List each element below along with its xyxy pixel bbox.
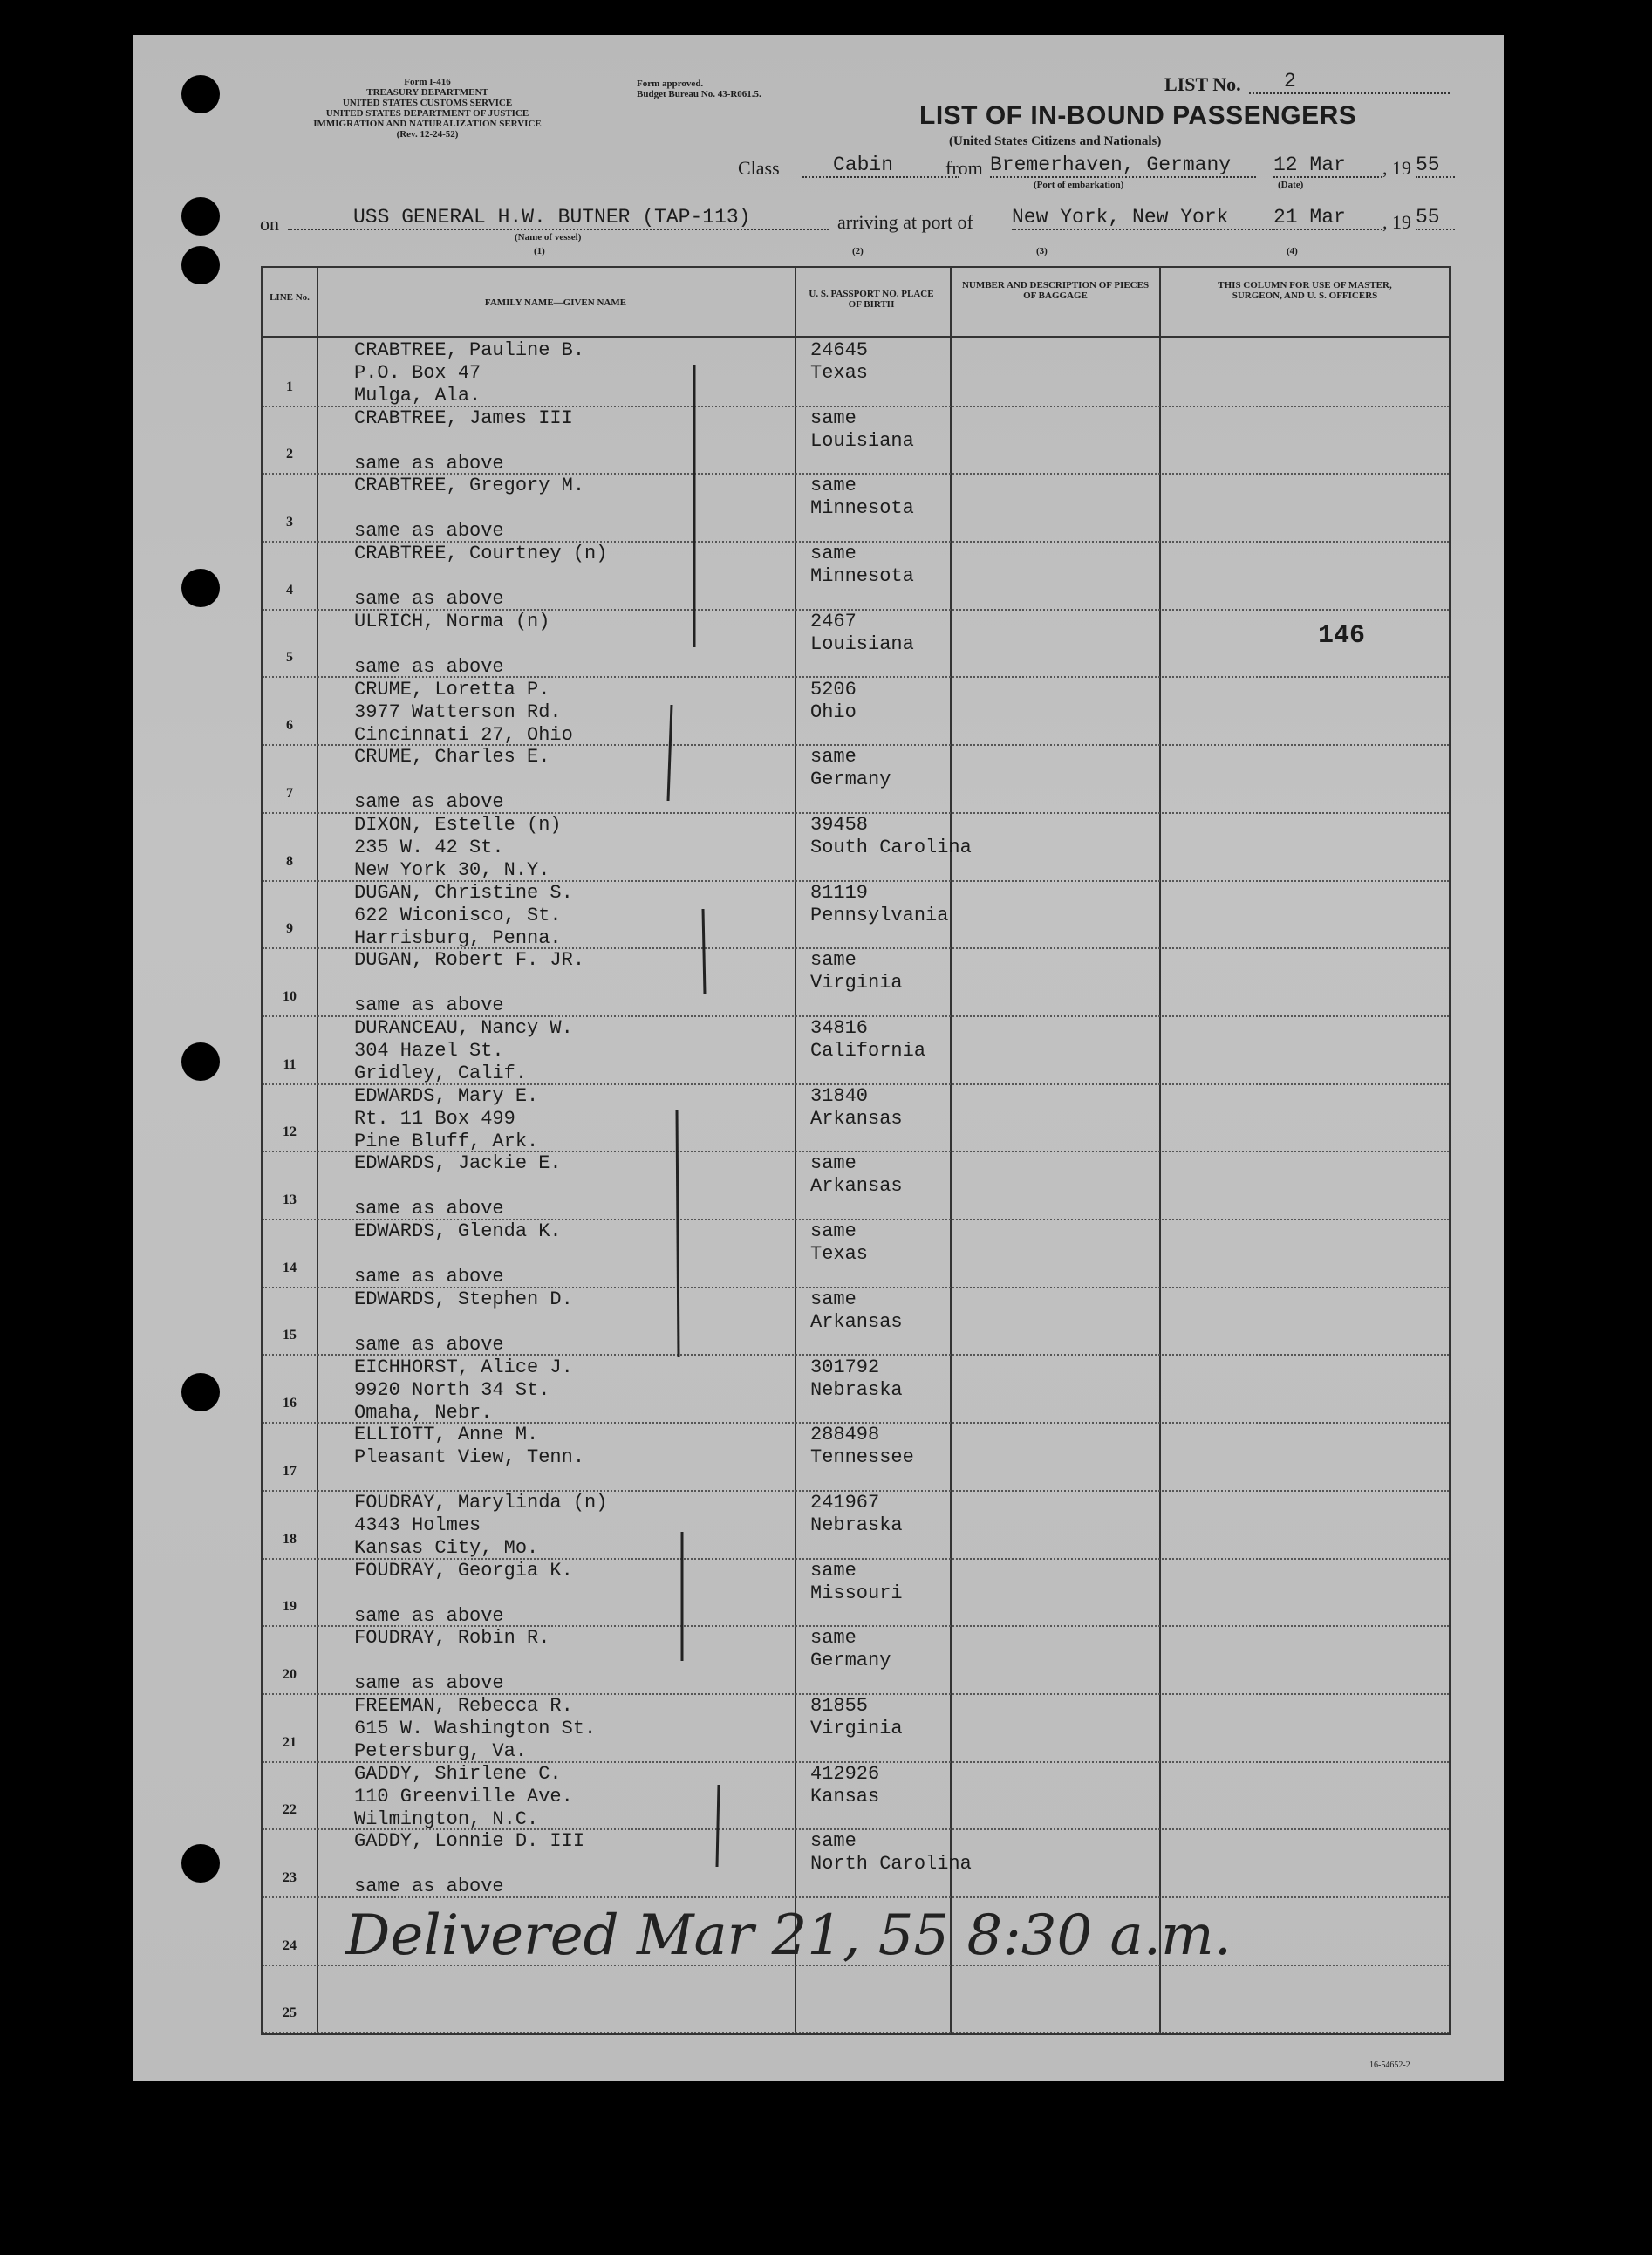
passport-number: 2467 — [810, 610, 857, 632]
line-number: 24 — [283, 1937, 297, 1953]
line-number: 13 — [283, 1192, 297, 1208]
place-of-birth: South Carolina — [810, 836, 972, 858]
form-revision: (Rev. 12-24-52) — [396, 129, 459, 140]
list-number-label: LIST No. — [1164, 73, 1241, 95]
line-number: 25 — [283, 2006, 297, 2021]
place-of-birth: Missouri — [810, 1582, 903, 1604]
passport-number: same — [810, 1627, 857, 1650]
list-number: 2 — [1249, 70, 1450, 94]
passport-number: same — [810, 1220, 857, 1243]
passenger-name: DUGAN, Robert F. JR. same as above — [354, 949, 585, 1017]
passport-number: 288498 — [810, 1424, 880, 1446]
place-of-birth: Ohio — [810, 700, 857, 723]
arrival-port: New York, New York — [1012, 206, 1273, 230]
line-number: 10 — [283, 988, 297, 1004]
arrival-year: 55 — [1416, 206, 1455, 230]
passenger-name: CRUME, Loretta P. 3977 Watterson Rd. Cincinnati 27, Ohio — [354, 678, 573, 746]
passport-number: same — [810, 1152, 857, 1175]
bracket-mark — [677, 1110, 679, 1357]
place-of-birth: Texas — [810, 362, 869, 384]
year-prefix: , 19 — [1382, 157, 1411, 179]
passenger-name: CRABTREE, Pauline B. P.O. Box 47 Mulga, Ala. — [354, 339, 585, 407]
embarkation-port: Bremerhaven, Germany — [990, 154, 1256, 178]
place-of-birth: California — [810, 1040, 926, 1062]
line-number: 11 — [283, 1056, 297, 1072]
passport-number: same — [810, 746, 857, 769]
place-of-birth: Pennsylvania — [810, 904, 949, 926]
passenger-name: FOUDRAY, Marylinda (n) 4343 Holmes Kansas City, Mo. — [354, 1491, 608, 1559]
place-of-birth: North Carolina — [810, 1853, 972, 1876]
customs-service: UNITED STATES CUSTOMS SERVICE — [342, 98, 513, 108]
place-of-birth: Arkansas — [810, 1107, 903, 1130]
embarkation-caption: (Port of embarkation) — [1034, 180, 1124, 190]
passenger-name: FREEMAN, Rebecca R. 615 W. Washington St. Petersburg, Va. — [354, 1695, 597, 1762]
line-number: 5 — [286, 650, 293, 666]
passport-number: same — [810, 475, 857, 497]
class-value: Cabin — [802, 154, 959, 178]
passport-number: 34816 — [810, 1017, 869, 1039]
line-number: 3 — [286, 515, 293, 530]
passport-number: same — [810, 407, 857, 429]
bracket-mark — [703, 909, 705, 994]
place-of-birth: Arkansas — [810, 1175, 903, 1198]
line-number: 23 — [283, 1870, 297, 1886]
place-of-birth: Minnesota — [810, 565, 914, 588]
line-number: 8 — [286, 853, 293, 869]
form-number: Form I-416 — [404, 77, 451, 87]
column-header-baggage: NUMBER AND DESCRIPTION OF PIECES OF BAGGAGE — [961, 280, 1150, 301]
passenger-name: EDWARDS, Glenda K. same as above — [354, 1220, 562, 1288]
passenger-name: GADDY, Lonnie D. III same as above — [354, 1830, 585, 1898]
passenger-name: ELLIOTT, Anne M. Pleasant View, Tenn. — [354, 1424, 585, 1469]
place-of-birth: Minnesota — [810, 497, 914, 520]
line-number: 15 — [283, 1328, 297, 1343]
passenger-name: CRABTREE, Gregory M. same as above — [354, 475, 585, 543]
line-number: 6 — [286, 718, 293, 734]
passenger-name: CRABTREE, James III same as above — [354, 407, 573, 475]
line-number: 21 — [283, 1734, 297, 1750]
column-header-name: FAMILY NAME—GIVEN NAME — [484, 297, 627, 308]
place-of-birth: Louisiana — [810, 632, 914, 655]
passport-number: same — [810, 543, 857, 565]
budget-bureau: Budget Bureau No. 43-R061.5. — [637, 89, 761, 99]
passenger-name: DIXON, Estelle (n) 235 W. 42 St. New York 30, N.Y. — [354, 813, 562, 881]
place-of-birth: Tennessee — [810, 1446, 914, 1469]
passenger-name: DUGAN, Christine S. 622 Wiconisco, St. Harrisburg, Penna. — [354, 881, 573, 949]
form-approved: Form approved. — [637, 79, 704, 89]
passport-number: same — [810, 1288, 857, 1310]
column-marker: (4) — [1287, 246, 1298, 256]
passport-number: 412926 — [810, 1762, 880, 1785]
passport-number: same — [810, 949, 857, 972]
line-number: 22 — [283, 1802, 297, 1818]
line-number: 20 — [283, 1666, 297, 1682]
column-marker: (3) — [1036, 246, 1048, 256]
place-of-birth: Germany — [810, 1650, 891, 1672]
place-of-birth: Louisiana — [810, 429, 914, 452]
passenger-name: DURANCEAU, Nancy W. 304 Hazel St. Gridley, Calif. — [354, 1017, 573, 1084]
passport-number: 241967 — [810, 1491, 880, 1514]
justice-department: UNITED STATES DEPARTMENT OF JUSTICE — [325, 108, 529, 119]
column-marker: (1) — [534, 246, 545, 256]
year-prefix: , 19 — [1382, 211, 1411, 233]
place-of-birth: Texas — [810, 1243, 869, 1266]
line-number: 14 — [283, 1260, 297, 1275]
place-of-birth: Virginia — [810, 972, 903, 994]
passenger-name: EDWARDS, Jackie E. same as above — [354, 1152, 562, 1220]
passenger-name: FOUDRAY, Robin R. same as above — [354, 1627, 550, 1695]
passenger-name: ULRICH, Norma (n) same as above — [354, 610, 550, 678]
bracket-mark — [717, 1785, 719, 1867]
from-label: from — [945, 157, 983, 179]
place-of-birth: Germany — [810, 769, 891, 791]
page-title: LIST OF IN-BOUND PASSENGERS — [919, 101, 1357, 130]
date-caption: (Date) — [1278, 180, 1304, 190]
officer-note: 146 — [1318, 621, 1366, 651]
place-of-birth: Nebraska — [810, 1378, 903, 1401]
passport-number: 31840 — [810, 1084, 869, 1107]
line-number: 7 — [286, 785, 293, 801]
place-of-birth: Arkansas — [810, 1310, 903, 1333]
treasury-department: TREASURY DEPARTMENT — [366, 87, 488, 98]
place-of-birth: Kansas — [810, 1785, 880, 1807]
passport-number: 24645 — [810, 339, 869, 361]
handwritten-delivery-note: Delivered Mar 21, 55 8:30 a.m. — [345, 1903, 1232, 1968]
passport-number: same — [810, 1559, 857, 1582]
passenger-name: CRUME, Charles E. same as above — [354, 746, 550, 814]
passenger-name: FOUDRAY, Georgia K. same as above — [354, 1559, 573, 1627]
vessel-caption: (Name of vessel) — [515, 232, 582, 243]
passenger-name: EICHHORST, Alice J. 9920 North 34 St. Omaha, Nebr. — [354, 1356, 573, 1424]
place-of-birth: Nebraska — [810, 1514, 903, 1536]
embarkation-date: 12 Mar — [1273, 154, 1382, 178]
class-label: Class — [738, 157, 780, 179]
arrival-date: 21 Mar — [1273, 206, 1382, 230]
line-number: 9 — [286, 921, 293, 937]
column-header-line: LINE No. — [270, 292, 310, 303]
passenger-name: EDWARDS, Mary E. Rt. 11 Box 499 Pine Bluff, Ark. — [354, 1084, 539, 1152]
line-number: 2 — [286, 447, 293, 462]
passport-number: 301792 — [810, 1356, 880, 1378]
footer-print-code: 16-54652-2 — [1369, 2060, 1410, 2070]
ins-service: IMMIGRATION AND NATURALIZATION SERVICE — [313, 119, 542, 129]
line-number: 18 — [283, 1531, 297, 1547]
vessel-name: USS GENERAL H.W. BUTNER (TAP-113) — [288, 206, 829, 230]
column-header-officers: THIS COLUMN FOR USE OF MASTER, SURGEON, AND U. S. OFFICERS — [1218, 280, 1392, 301]
line-number: 12 — [283, 1124, 297, 1140]
passport-number: 5206 — [810, 678, 857, 700]
passport-number: same — [810, 1830, 857, 1853]
bracket-mark — [668, 705, 672, 801]
on-label: on — [260, 213, 279, 235]
arriving-label: arriving at port of — [837, 211, 973, 233]
passenger-name: GADDY, Shirlene C. 110 Greenville Ave. Wilmington, N.C. — [354, 1762, 573, 1830]
passport-number: 81119 — [810, 881, 869, 904]
passenger-name: CRABTREE, Courtney (n) same as above — [354, 543, 608, 611]
line-number: 17 — [283, 1463, 297, 1479]
column-header-passport: U. S. PASSPORT NO. PLACE OF BIRTH — [809, 289, 934, 310]
passport-number: 39458 — [810, 813, 869, 836]
place-of-birth: Virginia — [810, 1718, 903, 1739]
passport-number: 81855 — [810, 1695, 869, 1717]
line-number: 1 — [286, 379, 293, 394]
passenger-name: EDWARDS, Stephen D. same as above — [354, 1288, 573, 1356]
column-marker: (2) — [852, 246, 864, 256]
line-number: 4 — [286, 582, 293, 598]
page-subtitle: (United States Citizens and Nationals) — [949, 134, 1162, 148]
embarkation-year: 55 — [1416, 154, 1455, 178]
line-number: 19 — [283, 1599, 297, 1615]
line-number: 16 — [283, 1396, 297, 1411]
